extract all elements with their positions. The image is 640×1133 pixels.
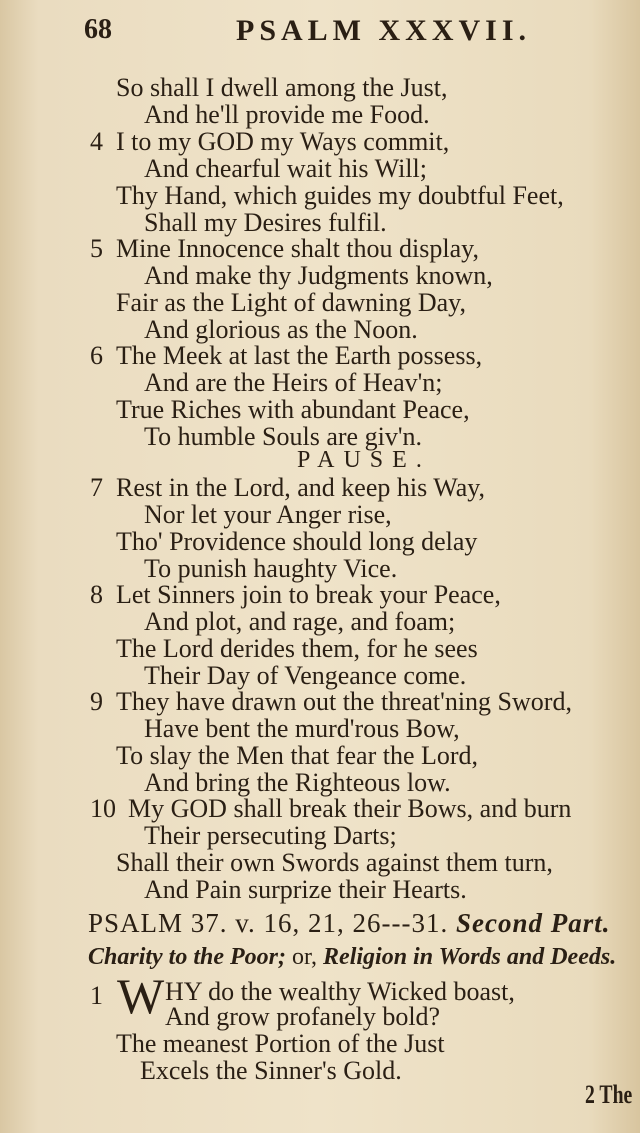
psalm-heading-main: PSALM 37. v. 16, 21, 26---31. <box>88 908 449 938</box>
verse-line: Excels the Sinner's Gold. <box>140 1056 402 1085</box>
psalm-subtitle <box>88 944 616 971</box>
psalm-heading-part: Second Part. <box>456 908 611 938</box>
verse-line: HY do the wealthy Wicked boast, <box>165 977 515 1006</box>
verse-line: To humble Souls are giv'n. <box>144 422 423 451</box>
verse-line: And he'll provide me Food. <box>144 100 430 129</box>
subtitle-part-b: Religion in Words and Deeds. <box>323 944 617 970</box>
verse-line: And grow profanely bold? <box>165 1002 441 1031</box>
verse-line: Shall their own Swords against them turn, <box>116 848 553 877</box>
verse-line: And are the Heirs of Heav'n; <box>144 368 443 397</box>
subtitle-or: or, <box>286 944 324 970</box>
verse-number: 1 <box>90 981 103 1010</box>
verse-line: And plot, and rage, and foam; <box>144 607 456 636</box>
verse-line: The meanest Portion of the Just <box>116 1029 445 1058</box>
page-number: 68 <box>84 14 112 45</box>
running-head: PSALM XXXVII. <box>236 14 532 47</box>
verse-line: They have drawn out the threat'ning Sword, <box>116 687 572 716</box>
verse-number: 9 <box>90 687 103 716</box>
verse-line: Tho' Providence should long delay <box>116 527 478 556</box>
verse-line: Their persecuting Darts; <box>144 821 397 850</box>
verse-line: Their Day of Vengeance come. <box>144 661 467 690</box>
verse-line: And make thy Judgments known, <box>144 261 493 290</box>
verse-line: Shall my Desires fulfil. <box>144 208 387 237</box>
verse-number: 4 <box>90 127 103 156</box>
catchword: 2 The <box>585 1080 633 1109</box>
verse-line: Fair as the Light of dawning Day, <box>116 288 466 317</box>
verse-number: 10 <box>90 794 116 823</box>
psalm-heading <box>88 908 611 939</box>
verse-line: I to my GOD my Ways commit, <box>116 127 450 156</box>
verse-line: Nor let your Anger rise, <box>144 500 392 529</box>
verse-line: Thy Hand, which guides my doubtful Feet, <box>116 181 564 210</box>
verse-line: To slay the Men that fear the Lord, <box>116 741 479 770</box>
verse-line: Let Sinners join to break your Peace, <box>116 580 501 609</box>
verse-line: And bring the Righteous low. <box>144 768 451 797</box>
verse-line: True Riches with abundant Peace, <box>116 395 470 424</box>
verse-line: Mine Innocence shalt thou display, <box>116 234 479 263</box>
verse-line: My GOD shall break their Bows, and burn <box>128 794 572 823</box>
verse-line: And Pain surprize their Hearts. <box>144 875 467 904</box>
verse-line: Rest in the Lord, and keep his Way, <box>116 473 486 502</box>
verse-line: Have bent the murd'rous Bow, <box>144 714 460 743</box>
verse-line: And chearful wait his Will; <box>144 154 427 183</box>
verse-number: 5 <box>90 234 103 263</box>
verse-line: The Lord derides them, for he sees <box>116 634 478 663</box>
verse-line: The Meek at last the Earth possess, <box>116 341 483 370</box>
verse-number: 8 <box>90 580 103 609</box>
verse-number: 7 <box>90 473 103 502</box>
verse-line: And glorious as the Noon. <box>144 315 418 344</box>
pause-heading: PAUSE. <box>297 447 431 473</box>
verse-line: To punish haughty Vice. <box>144 554 398 583</box>
drop-capital: W <box>117 968 165 1024</box>
verse-line: So shall I dwell among the Just, <box>116 73 448 102</box>
subtitle-part-a: Charity to the Poor; <box>88 944 287 970</box>
verse-number: 6 <box>90 341 103 370</box>
